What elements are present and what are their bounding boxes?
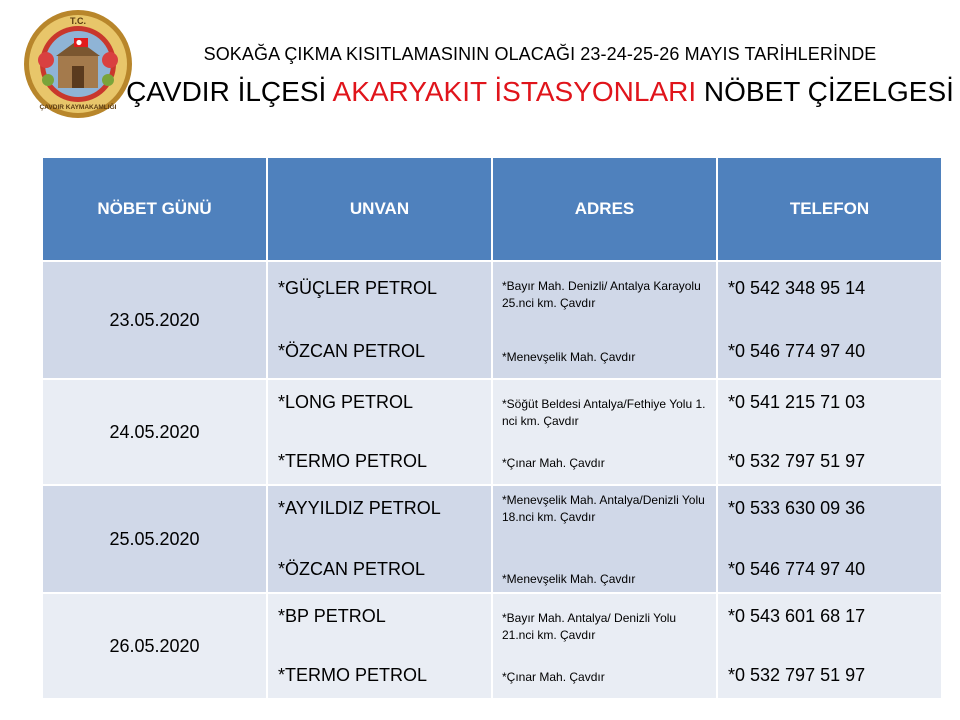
col-header-address: ADRES xyxy=(492,157,717,261)
kaymakamlik-seal-logo xyxy=(22,8,134,120)
station-phone: *0 541 215 71 03 xyxy=(728,392,866,412)
duty-date-value: 23.05.2020 xyxy=(109,309,200,330)
table-row xyxy=(42,593,942,699)
duty-date xyxy=(42,379,267,485)
table-row xyxy=(42,485,942,593)
table-row xyxy=(42,379,942,485)
title-part-1: ÇAVDIR İLÇESİ xyxy=(126,76,333,107)
title-highlight: AKARYAKIT İSTASYONLARI xyxy=(332,76,697,107)
table-header-row xyxy=(42,157,942,261)
station-name: *BP PETROL xyxy=(278,606,386,626)
seal-text-bottom: ÇAVDIR KAYMAKAMLIĞI xyxy=(39,104,117,111)
station-cell xyxy=(267,485,492,593)
station-address: *Söğüt Beldesi Antalya/Fethiye Yolu 1. nci km. Çavdır xyxy=(502,397,706,428)
station-address: *Çınar Mah. Çavdır xyxy=(502,456,605,470)
station-phone: *0 532 797 51 97 xyxy=(728,451,866,471)
col-header-title: UNVAN xyxy=(267,157,492,261)
station-cell xyxy=(267,593,492,699)
station-name: *GÜÇLER PETROL xyxy=(278,278,438,298)
station-cell xyxy=(267,261,492,379)
station-address: *Bayır Mah. Denizli/ Antalya Karayolu 25.nci km. Çavdır xyxy=(502,279,701,310)
col-header-phone: TELEFON xyxy=(717,157,942,261)
phone-cell xyxy=(717,261,942,379)
duty-date xyxy=(42,485,267,593)
station-name: *ÖZCAN PETROL xyxy=(278,559,426,579)
col-header-date: NÖBET GÜNÜ xyxy=(42,157,267,261)
phone-cell xyxy=(717,485,942,593)
station-name: *AYYILDIZ PETROL xyxy=(278,498,441,518)
station-phone: *0 546 774 97 40 xyxy=(728,341,866,361)
duty-schedule-table xyxy=(41,156,943,700)
duty-date-value: 24.05.2020 xyxy=(109,421,200,442)
table-row xyxy=(42,261,942,379)
station-address: *Menevşelik Mah. Çavdır xyxy=(502,572,636,586)
station-name: *LONG PETROL xyxy=(278,392,414,412)
address-cell xyxy=(492,261,717,379)
station-address: *Menevşelik Mah. Antalya/Denizli Yolu 18.nci km. Çavdır xyxy=(502,493,705,524)
seal-text-top: T.C. xyxy=(69,16,87,26)
station-cell xyxy=(267,379,492,485)
station-phone: *0 542 348 95 14 xyxy=(728,278,866,298)
duty-date xyxy=(42,593,267,699)
station-name: *TERMO PETROL xyxy=(278,451,428,471)
phone-cell xyxy=(717,379,942,485)
page-title xyxy=(120,76,960,108)
title-part-2: NÖBET ÇİZELGESİ xyxy=(696,76,954,107)
station-phone: *0 532 797 51 97 xyxy=(728,665,866,685)
duty-date xyxy=(42,261,267,379)
duty-date-value: 25.05.2020 xyxy=(109,528,200,549)
address-cell xyxy=(492,593,717,699)
duty-date-value: 26.05.2020 xyxy=(109,635,200,656)
station-phone: *0 543 601 68 17 xyxy=(728,606,866,626)
phone-cell xyxy=(717,593,942,699)
station-address: *Menevşelik Mah. Çavdır xyxy=(502,350,636,364)
subtitle: SOKAĞA ÇIKMA KISITLAMASININ OLACAĞI 23-24-25-26 MAYIS TARİHLERİNDE xyxy=(203,44,877,64)
station-phone: *0 533 630 09 36 xyxy=(728,498,866,518)
address-cell xyxy=(492,485,717,593)
station-name: *TERMO PETROL xyxy=(278,665,428,685)
address-cell xyxy=(492,379,717,485)
station-address: *Çınar Mah. Çavdır xyxy=(502,670,605,684)
station-name: *ÖZCAN PETROL xyxy=(278,341,426,361)
station-phone: *0 546 774 97 40 xyxy=(728,559,866,579)
station-address: *Bayır Mah. Antalya/ Denizli Yolu 21.nci km. Çavdır xyxy=(502,611,677,642)
